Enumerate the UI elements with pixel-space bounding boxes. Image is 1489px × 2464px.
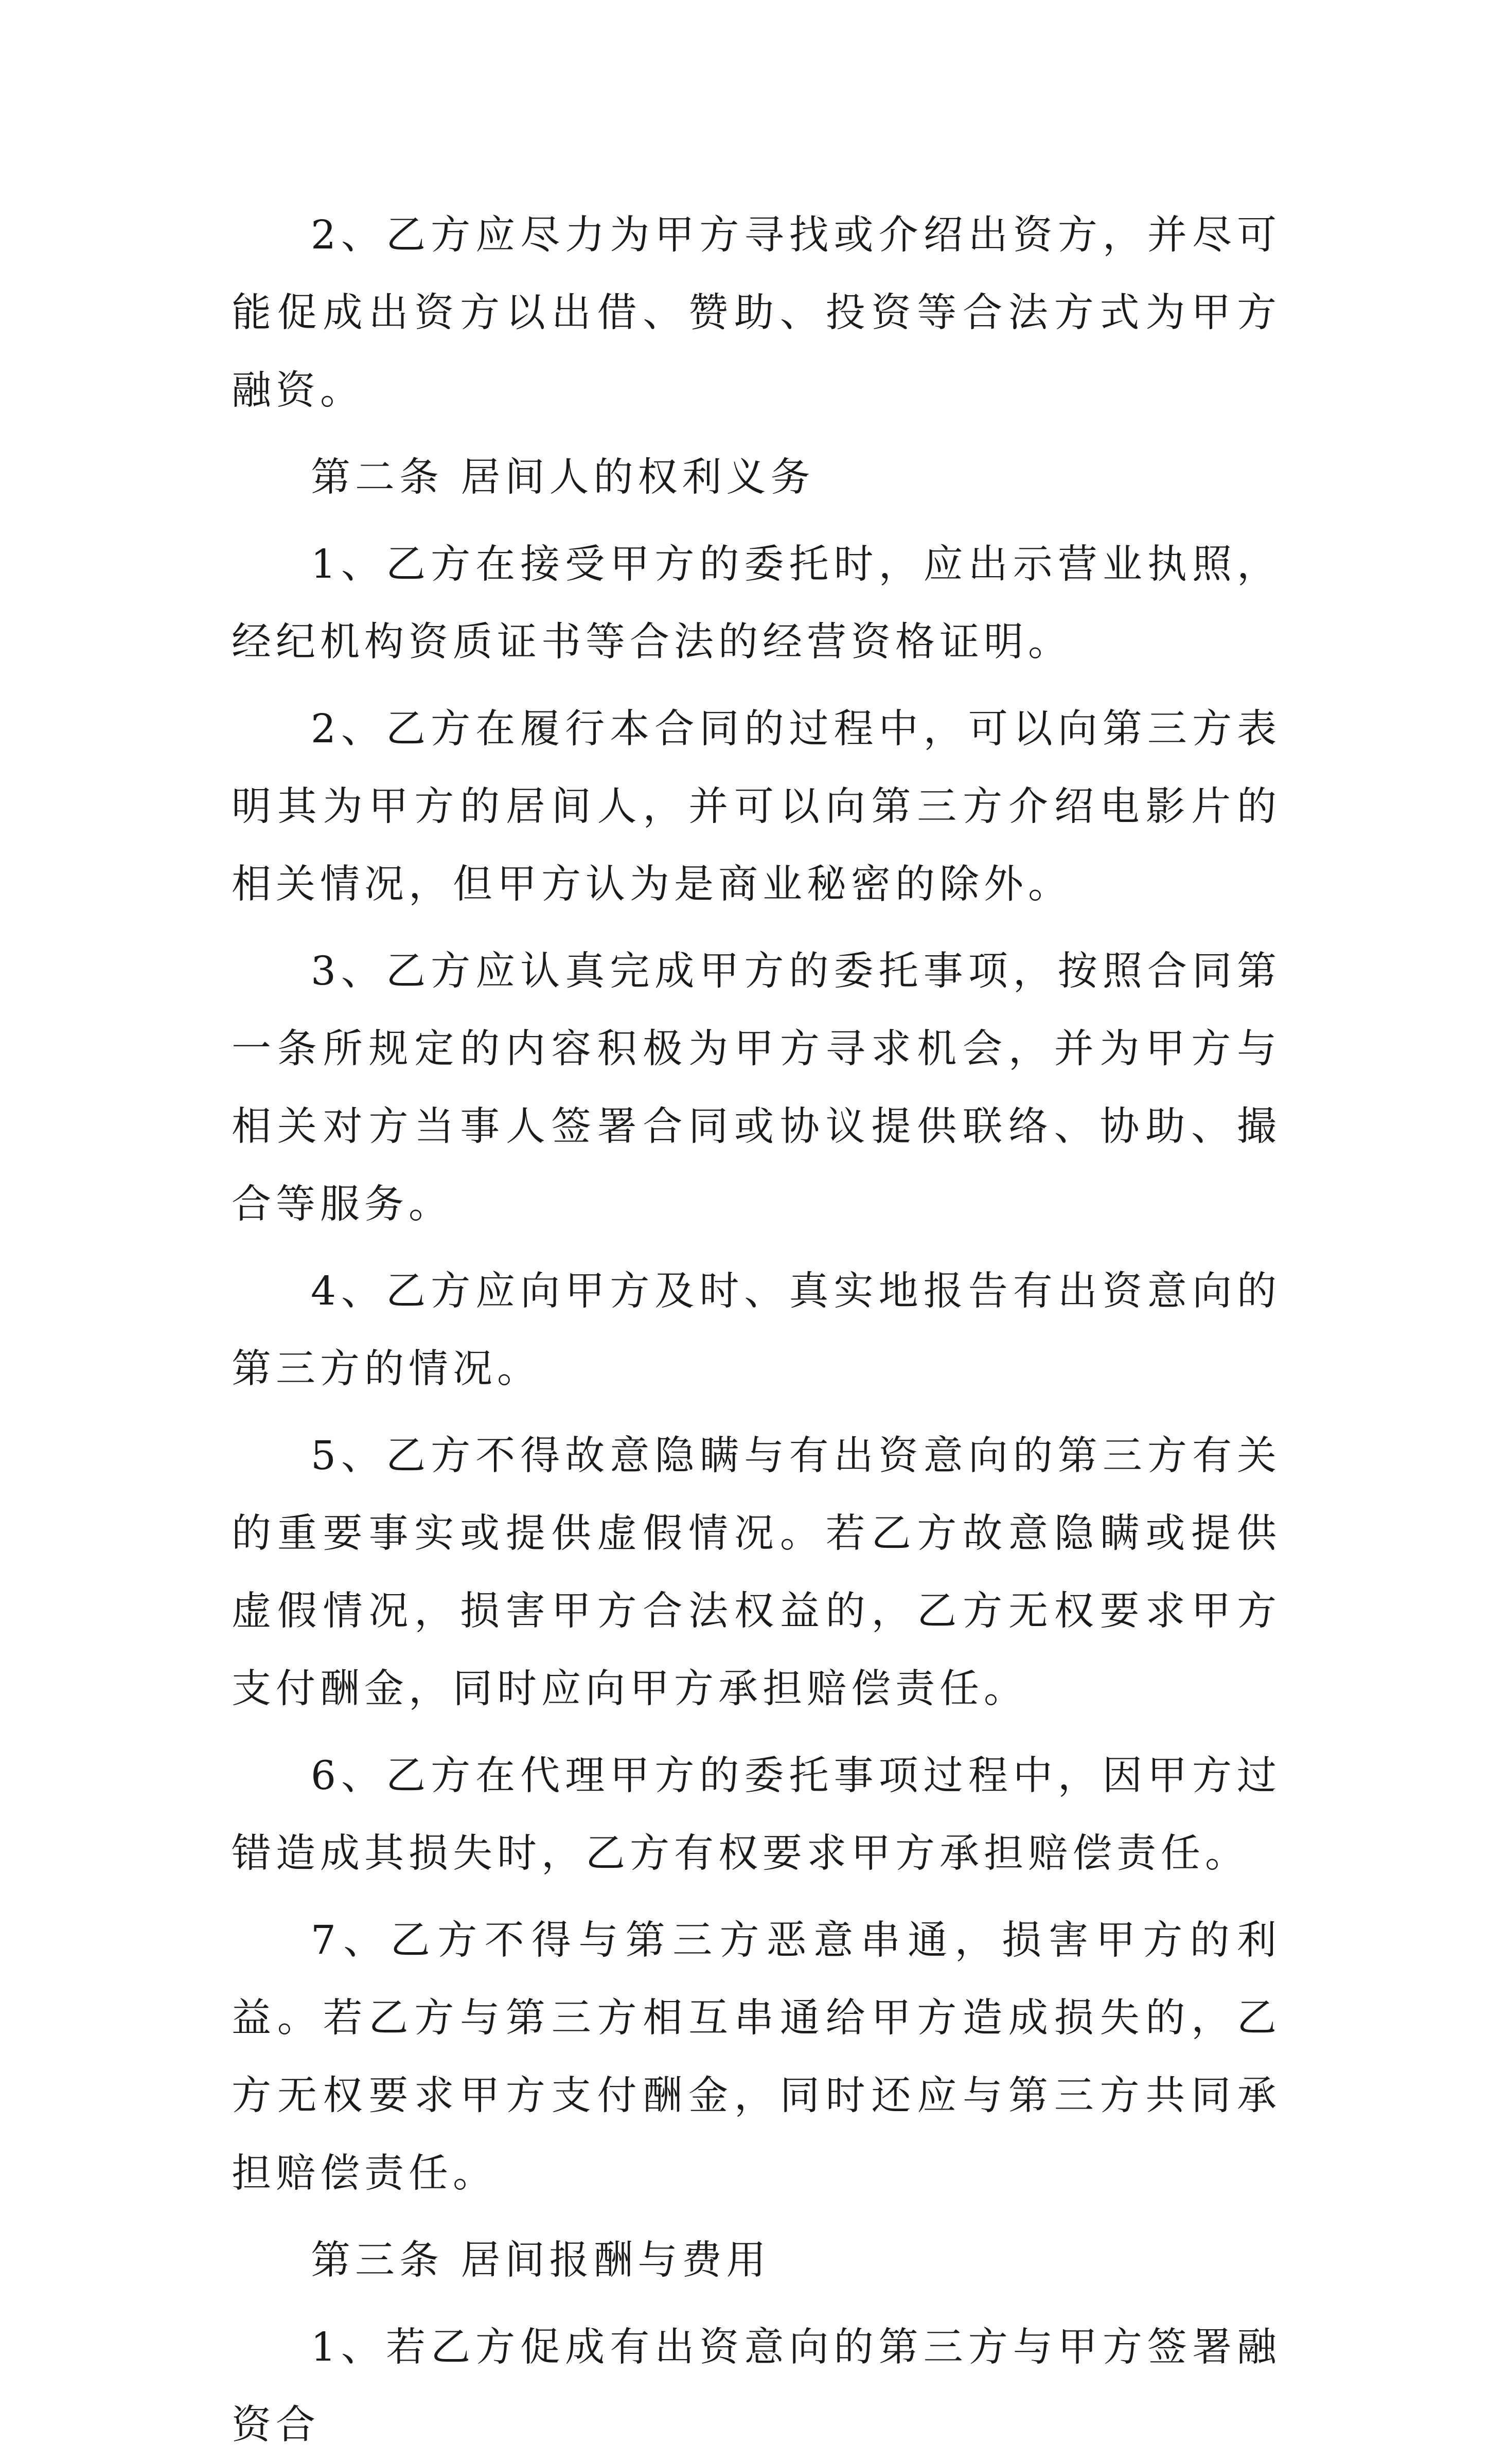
heading-article-3: 第三条 居间报酬与费用 [311,2238,771,2283]
paragraph-article-2-item-6: 6、乙方在代理甲方的委托事项过程中，因甲方过错造成其损失时，乙方有权要求甲方承担赔偿责任。 [232,1753,1281,1877]
paragraph-article-2-item-1: 1、乙方在接受甲方的委托时，应出示营业执照，经纪机构资质证书等合法的经营资格证明。 [232,542,1281,665]
paragraph-clause-1-item-2: 2、乙方应尽力为甲方寻找或介绍出资方，并尽可能促成出资方以出借、赞助、投资等合法方式为甲方融资。 [232,212,1281,414]
paragraph-article-2-item-3: 3、乙方应认真完成甲方的委托事项，按照合同第一条所规定的内容积极为甲方寻求机会，并为甲方与相关对方当事人签署合同或协议提供联络、协助、撮合等服务。 [232,949,1281,1227]
heading-article-2: 第二条 居间人的权利义务 [311,455,815,501]
paragraph-article-3-item-1: 1、若乙方促成有出资意向的第三方与甲方签署融资合 [232,2325,1281,2448]
document-body [232,197,1281,2464]
paragraph-article-2-item-4: 4、乙方应向甲方及时、真实地报告有出资意向的第三方的情况。 [232,1269,1281,1392]
paragraph-article-2-item-5: 5、乙方不得故意隐瞒与有出资意向的第三方有关的重要事实或提供虚假情况。若乙方故意隐瞒或提供虚假情况，损害甲方合法权益的，乙方无权要求甲方支付酬金，同时应向甲方承担赔偿责任。 [232,1433,1281,1712]
paragraph-article-2-item-7: 7、乙方不得与第三方恶意串通，损害甲方的利益。若乙方与第三方相互串通给甲方造成损失的，乙方无权要求甲方支付酬金，同时还应与第三方共同承担赔偿责任。 [232,1918,1281,2197]
paragraph-article-2-item-2: 2、乙方在履行本合同的过程中，可以向第三方表明其为甲方的居间人，并可以向第三方介绍电影片的相关情况，但甲方认为是商业秘密的除外。 [232,706,1281,907]
